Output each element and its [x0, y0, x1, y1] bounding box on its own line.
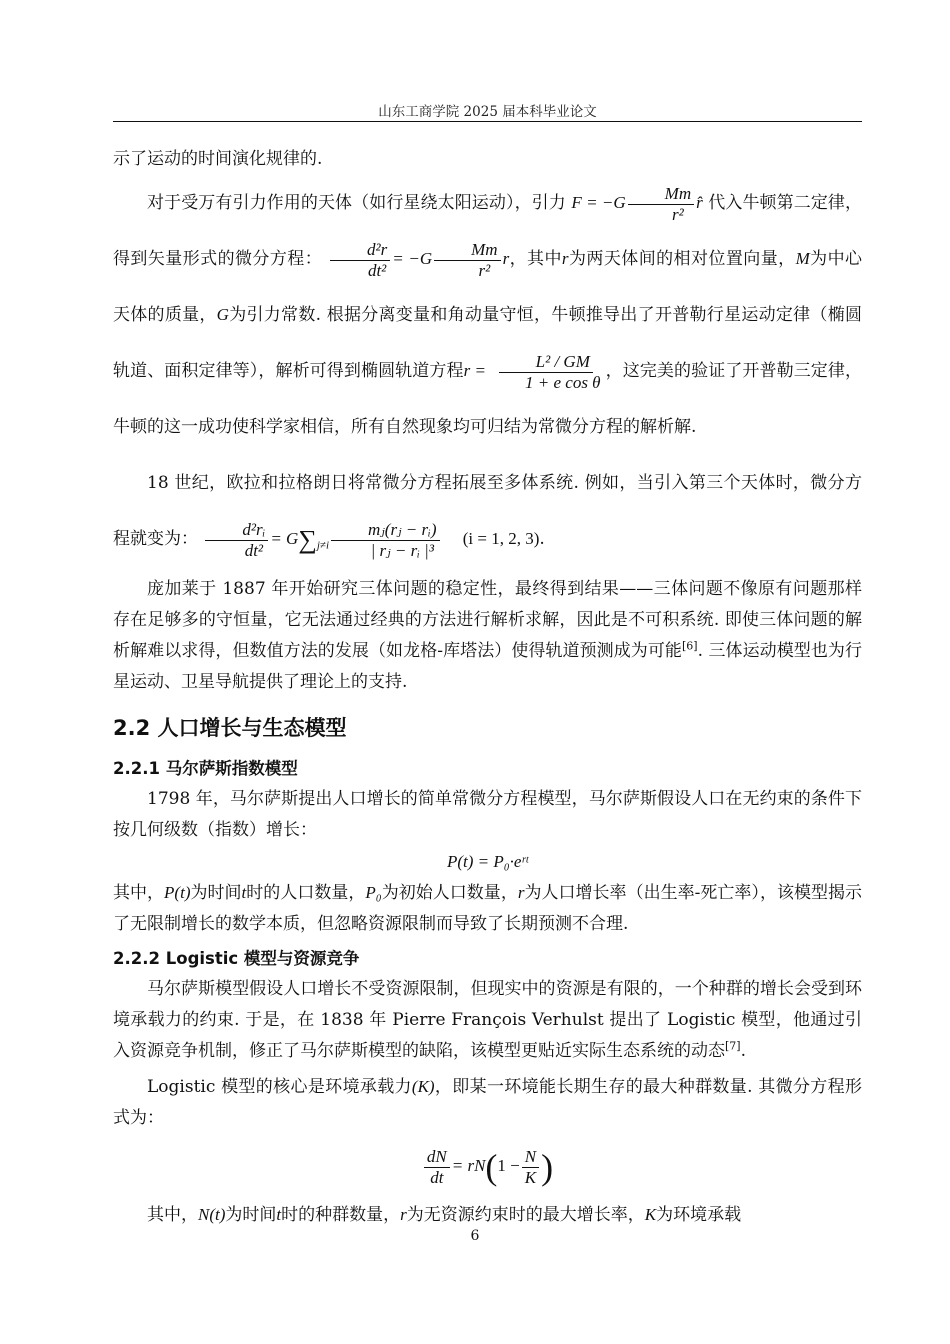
orbit-eq-den: 1 + e cos θ [525, 372, 601, 392]
three-body-num2: mⱼ(rⱼ − rᵢ) [331, 520, 439, 541]
p6-text-b: 为时间 [190, 883, 242, 904]
vector-ode-den: dt² [367, 260, 387, 280]
paragraph-1: 示了运动的时间演化规律的. [113, 149, 323, 169]
logistic-one-minus: 1 − [497, 1156, 520, 1176]
p2-text-f: 为引力常数. 根据分离变量和角动量守恒，牛顿推导出了开普勒行星运动定律（椭圆轨道、面积定律等），解析可得到椭圆轨道方程 [113, 305, 863, 381]
p2-text-g: ，这完美的验证了开普勒三定律，牛顿的这一成功使科学家相信，所有自然现象均可归结为常微分方程的解析解. [113, 361, 863, 437]
paragraph-7 [113, 974, 862, 1067]
citation-7[interactable]: [7] [725, 1039, 741, 1053]
p2-text-a: 对于受万有引力作用的天体（如行星绕太阳运动），引力 [147, 193, 566, 213]
var-N-t: N(t) [198, 1205, 226, 1225]
page-number: 6 [470, 1228, 480, 1244]
p6-text-e: 为人口增长率（出生率-死亡率），该模型揭示了无限制增长的数学本质，但忽略资源限制而导致了长期预测不合理. [113, 883, 863, 935]
header-rule [113, 121, 862, 122]
logistic-den: dt [430, 1167, 444, 1187]
logistic-lhs [424, 1147, 450, 1188]
var-G: G [216, 305, 229, 324]
var-r: r [561, 249, 569, 268]
summation-index: j≠i [316, 539, 330, 552]
page-body [113, 144, 862, 1231]
p2-text-d: 为两天体间的相对位置向量， [568, 249, 796, 269]
p9-text-e: 为环境承载 [656, 1205, 742, 1226]
vector-ode-equation [328, 239, 510, 280]
gravity-eq-fraction [628, 184, 694, 225]
three-body-lhs [205, 520, 268, 561]
p9-text-b: 为时间 [225, 1205, 277, 1226]
logistic-num2: N [522, 1147, 539, 1168]
three-body-den: dt² [244, 540, 264, 560]
section-heading-2-2: 2.2 人口增长与生态模型 [113, 716, 347, 741]
paragraph-8 [113, 1071, 862, 1134]
p6-text-c: 时的人口数量， [246, 883, 366, 904]
orbit-eq-lhs: r = [463, 361, 486, 380]
p8-text-a: Logistic 模型的核心是环境承载力 [147, 1077, 412, 1098]
p7-tail: . [740, 1041, 746, 1062]
vector-ode-den2: r² [478, 260, 491, 280]
paragraph-3 [113, 455, 862, 568]
orbit-eq-fraction [488, 352, 604, 393]
var-K-paren: (K) [411, 1077, 435, 1097]
paragraph-9 [113, 1199, 862, 1231]
var-K: K [644, 1205, 657, 1225]
paragraph-5: 1798 年，马尔萨斯提出人口增长的简单常微分方程模型，马尔萨斯假设人口在无约束的条件下按几何级数（指数）增长： [113, 789, 862, 841]
three-body-rhs [331, 520, 439, 561]
var-P0: P₀ [365, 883, 382, 903]
logistic-equation [113, 1134, 862, 1199]
gravity-eq-num: Mm [628, 184, 694, 205]
orbit-eq-num: L² / GM [499, 352, 593, 373]
p9-text-a: 其中， [147, 1205, 198, 1226]
three-body-mid: = G [270, 529, 299, 548]
var-M: M [795, 249, 810, 268]
gravity-eq-lhs: F = −G [571, 193, 626, 212]
vector-ode-mid: = −G [392, 249, 433, 268]
var-t: t [241, 883, 247, 903]
logistic-den2: K [524, 1167, 537, 1187]
paragraph-6 [113, 877, 862, 940]
vector-ode-num2: Mm [434, 240, 500, 261]
summation-symbol: ∑ [298, 525, 317, 555]
p7-text: 马尔萨斯模型假设人口增长不受资源限制，但现实中的资源是有限的，一个种群的增长会受到环境承载力的约束. 于是，在 1838 年 Pierre François Verhulst 提出了 Logistic 模型，他通过引入资源竞争机制，修正了马尔萨斯模型的缺陷，该模型更贴近实际生态系统的动态 [113, 979, 862, 1062]
logistic-open-paren: ( [485, 1147, 498, 1188]
gravity-equation [571, 183, 703, 224]
var-r-growth: r [517, 883, 525, 903]
subsection-heading-2-2-2: 2.2.2 Logistic 模型与资源竞争 [113, 949, 360, 969]
malthus-equation: P(t) = P₀·eʳᵗ [446, 852, 529, 872]
orbit-equation [463, 351, 606, 392]
logistic-mid: = rN [451, 1156, 486, 1176]
logistic-num: dN [424, 1147, 450, 1168]
p6-text-d: 为初始人口数量， [381, 883, 518, 904]
three-body-num: d²rᵢ [205, 520, 268, 541]
logistic-ratio [522, 1147, 539, 1188]
citation-6[interactable]: [6] [682, 639, 698, 653]
gravity-eq-den: r² [672, 204, 684, 224]
subsection-heading-2-2-1: 2.2.1 马尔萨斯指数模型 [113, 759, 298, 779]
p9-text-c: 时的种群数量， [281, 1205, 401, 1226]
p3-text-b: . [539, 529, 545, 549]
three-body-equation [203, 519, 540, 560]
paragraph-4 [113, 574, 862, 698]
three-body-den2: | rⱼ − rᵢ |³ [370, 540, 434, 560]
vector-ode-tail: r [502, 249, 510, 268]
p4-tail: . 三体运动模型也为行星运动、卫星导航提供了理论上的支持. [113, 641, 862, 693]
p3-text-a: 18 世纪，欧拉和拉格朗日将常微分方程拓展至多体系统. 例如，当引入第三个天体时，微分方程就变为： [113, 473, 862, 549]
p6-text-a: 其中， [113, 883, 165, 904]
vector-ode-lhs [330, 240, 390, 281]
running-header: 山东工商学院 2025 届本科毕业论文 [378, 104, 597, 120]
p2-text-e: 为中心天体的质量， [113, 249, 863, 325]
three-body-condition: (i = 1, 2, 3) [462, 529, 540, 548]
vector-ode-rhs [434, 240, 500, 281]
p4-text: 庞加莱于 1887 年开始研究三体问题的稳定性，最终得到结果——三体问题不像原有问题那样存在足够多的守恒量，它无法通过经典的方法进行解析求解，因此是不可积系统. 即使三体问题的解析解难以求得，但数值方法的发展（如龙格-库塔法）使得轨道预测成为可能 [113, 579, 862, 662]
logistic-close-paren: ) [541, 1147, 554, 1188]
p2-text-c: ，其中 [509, 249, 562, 269]
var-P-t: P(t) [164, 883, 191, 903]
p9-text-d: 为无资源约束时的最大增长率， [406, 1205, 645, 1226]
gravity-eq-unit-vector: r̂ [696, 193, 703, 212]
paragraph-2 [113, 175, 862, 455]
p8-text-b: ，即某一环境能长期生存的最大种群数量. 其微分方程形式为： [113, 1077, 862, 1129]
var-r-max: r [400, 1205, 407, 1225]
var-t-2: t [276, 1205, 282, 1225]
p2-text-b: 代入牛顿第二定律，得到矢量形式的微分方程： [113, 193, 863, 269]
vector-ode-num: d²r [330, 240, 390, 261]
